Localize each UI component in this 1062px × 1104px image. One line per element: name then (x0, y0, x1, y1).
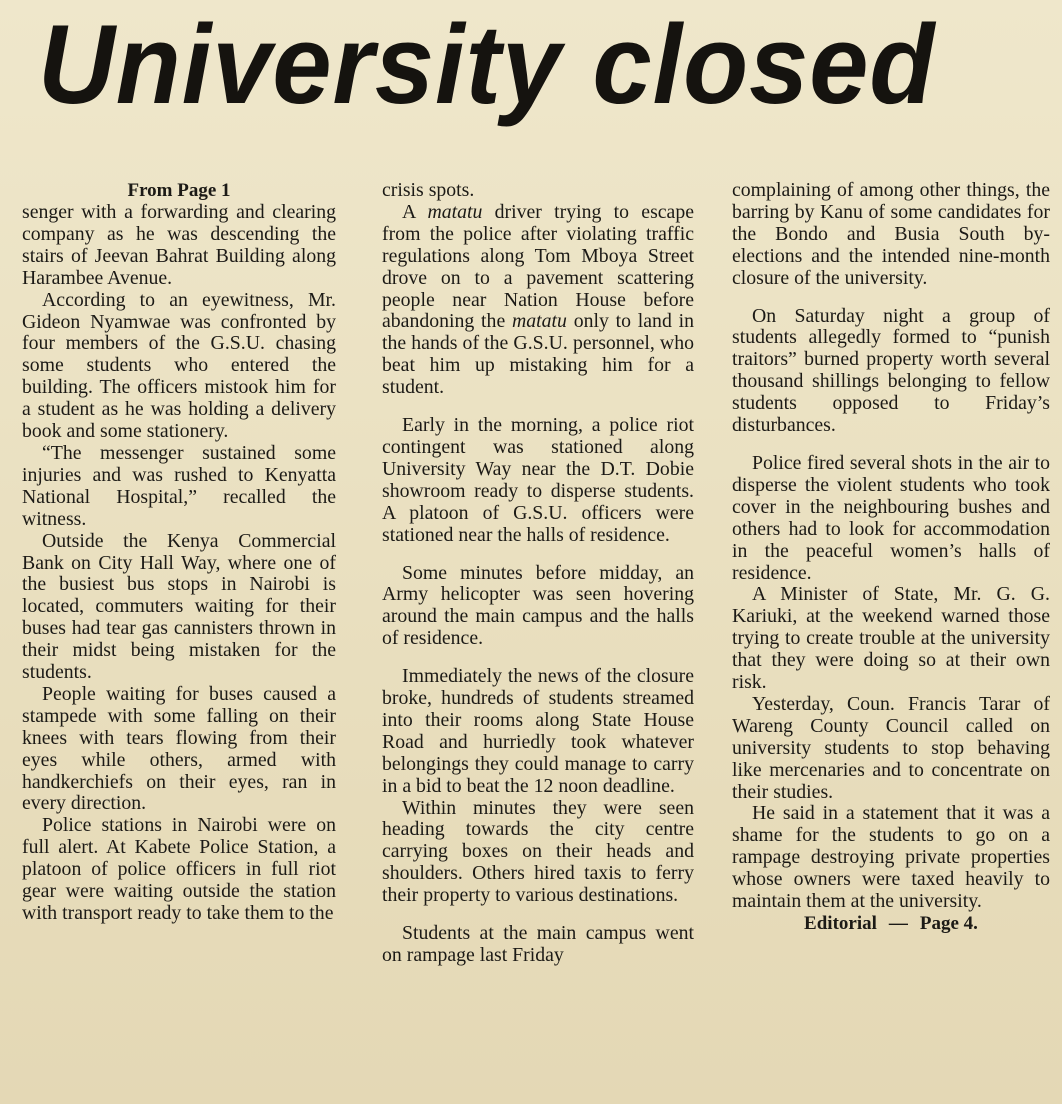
paragraph: A Minister of State, Mr. G. G. Kariuki, at the weekend warned those trying to create trouble at the university that they were doing so at their own risk. (732, 583, 1050, 694)
paragraph: He said in a statement that it was a shame for the students to go on a rampage destroying private properties whose owners were taxed heavily to maintain them at the university. (732, 802, 1050, 913)
paragraph: Immediately the news of the closure broke, hundreds of students streamed into their rooms along State House Road and hurriedly took whatever belongings they could manage to carry in a bid to beat the 12 noon deadline. (382, 665, 694, 797)
article-column-3 (732, 180, 1050, 1092)
text-run: driver trying to escape from the police after violating traffic regulations along Tom Mboya Street drove on to a pavement scattering people near Nation House before abandoning the (382, 200, 694, 333)
paragraph: crisis spots. (382, 180, 475, 201)
paragraph: Early in the morning, a police riot contingent was stationed along University Way near the D.T. Dobie showroom ready to disperse students. A platoon of G.S.U. officers were stationed near the halls of residence. (382, 414, 694, 546)
paragraph: Yesterday, Coun. Francis Tarar of Wareng County Council called on university students to stop behaving like mercenaries and to concentrate on their studies. (732, 692, 1050, 803)
text-run: only to land in the hands of the G.S.U. personnel, who beat him up mistaking him for a student. (382, 310, 694, 399)
paragraph: senger with a forwarding and clearing company as he was descending the stairs of Jeevan Bahrat Building along Harambee Avenue. (22, 201, 336, 289)
paragraph: Students at the main campus went on rampage last Friday (382, 922, 694, 966)
editorial-reference (732, 913, 1050, 935)
paragraph: “The messenger sustained some injuries and was rushed to Kenyatta National Hospital,” recalled the witness. (22, 441, 336, 530)
italic-word: matatu (511, 310, 567, 333)
paragraph: complaining of among other things, the barring by Kanu of some candidates for the Bondo and Busia South by-elections and the intended nine-month closure of the university. (732, 180, 1050, 289)
text-run: A (402, 200, 428, 223)
paragraph: Some minutes before midday, an Army helicopter was seen hovering around the main campus and the halls of residence. (382, 561, 694, 650)
paragraph: Police fired several shots in the air to disperse the violent students who took cover in the neighbouring bushes and others had to look for accommodation in the peaceful women’s halls of residence. (732, 451, 1050, 584)
kicker-from-page-1: From Page 1 (127, 180, 231, 201)
headline: University closed (38, 2, 936, 127)
paragraph: Police stations in Nairobi were on full alert. At Kabete Police Station, a platoon of police officers in full riot gear were waiting outside the station with transport ready to take them to the (22, 814, 336, 924)
article-column-1 (22, 180, 336, 1092)
editorial-label: Editorial (804, 913, 877, 934)
article-column-2 (382, 180, 694, 1092)
paragraph: Outside the Kenya Commercial Bank on City Hall Way, where one of the busiest bus stops in Nairobi is located, commuters waiting for their buses had tear gas cannisters thrown in their midst being mistaken for the students. (22, 529, 336, 684)
editorial-page: Page 4. (919, 913, 978, 934)
paragraph-matatu (382, 202, 694, 399)
italic-word: matatu (427, 200, 483, 223)
paragraph: Within minutes they were seen heading towards the city centre carrying boxes on their heads and shoulders. Others hired taxis to ferry their property to various destinations. (382, 796, 694, 907)
paragraph: People waiting for buses caused a stampede with some falling on their knees with tears flowing from their eyes while others, armed with handkerchiefs on their eyes, ran in every direction. (22, 682, 336, 815)
paragraph: On Saturday night a group of students allegedly formed to “punish traitors” burned property worth several thousand shillings belonging to fellow students opposed to Friday’s disturbances. (732, 304, 1050, 437)
dash: — (888, 913, 908, 934)
paragraph: According to an eyewitness, Mr. Gideon Nyamwae was confronted by four members of the G.S.U. chasing some students who entered the building. The officers mistook him for a student as he was holding a delivery book and some stationery. (22, 288, 336, 443)
